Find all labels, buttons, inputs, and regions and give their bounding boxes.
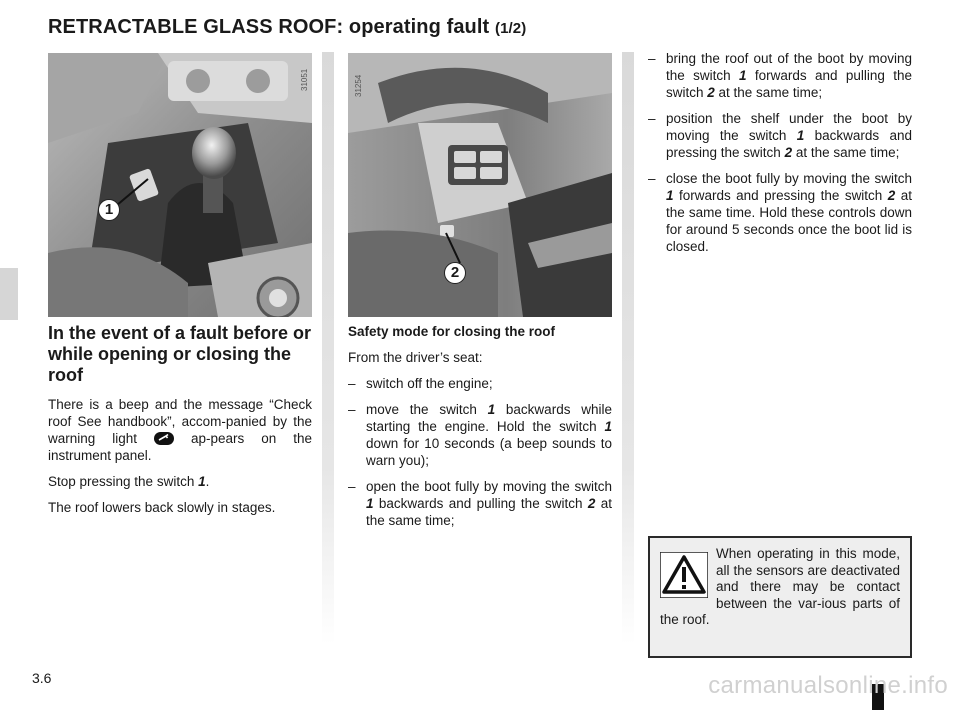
dash-marker: – <box>648 51 656 66</box>
instruction-text: backwards and pressing the switch <box>666 128 912 160</box>
image-reference: 31254 <box>354 74 363 97</box>
instruction-text: switch off the engine; <box>366 376 493 391</box>
column-separator <box>322 52 334 644</box>
callout-2: 2 <box>444 262 466 284</box>
instruction-text: close the boot fully by moving the switch <box>666 171 912 186</box>
switch-number: 1 <box>738 68 747 83</box>
section-heading: In the event of a fault before or while opening or closing the roof <box>48 323 312 385</box>
instruction-text: at the same time; <box>714 85 823 100</box>
instruction-item <box>648 110 912 161</box>
stop-pressing-paragraph <box>48 473 312 490</box>
paragraph-text: . <box>205 474 210 489</box>
instruction-item <box>348 375 612 392</box>
instruction-text: at the same time. Hold these controls down for around 5 seconds once the boot lid is closed. <box>666 188 912 254</box>
page-title-text: RETRACTABLE GLASS ROOF: operating fault <box>48 16 490 38</box>
paragraph-text: There is a beep and the message “Check roof See handbook”, accom-panied by the warning light <box>48 397 312 446</box>
switch-number: 2 <box>887 188 896 203</box>
instruction-text: backwards while starting the engine. Hold the switch <box>366 402 612 434</box>
switch-number: 2 <box>707 85 715 100</box>
intro-text: From the driver’s seat: <box>348 350 483 365</box>
instruction-text: at the same time; <box>792 145 900 160</box>
instruction-text: position the shelf under the boot by moving the switch <box>666 111 912 143</box>
dash-marker: – <box>348 402 356 417</box>
callout-1: 1 <box>98 199 120 221</box>
roof-lowers-paragraph: The roof lowers back slowly in stages. <box>48 500 276 515</box>
paragraph-text: Stop pressing the switch <box>48 474 199 489</box>
switch-number: 1 <box>604 419 612 434</box>
wrench-warning-light-icon <box>154 432 174 445</box>
instruction-text: open the boot fully by moving the switch <box>366 479 612 494</box>
watermark: carmanualsonline.info <box>708 672 948 699</box>
dash-marker: – <box>648 171 656 186</box>
instruction-item <box>348 401 612 469</box>
instruction-item <box>648 50 912 101</box>
instruction-text: forwards and pressing the switch <box>673 188 888 203</box>
instruction-text: forwards and pulling the switch <box>666 68 912 100</box>
switch-number: 1 <box>666 188 674 203</box>
instruction-text: down for 10 seconds (a beep sounds to warn you); <box>366 436 612 468</box>
console-switch-photo <box>48 53 312 317</box>
chapter-side-tab <box>0 268 18 320</box>
page-title-part: (1/2) <box>494 20 527 37</box>
safety-mode-heading: Safety mode for closing the roof <box>348 324 556 339</box>
instruction-item <box>348 478 612 529</box>
switch-number: 2 <box>784 145 793 160</box>
switch-number: 1 <box>198 474 206 489</box>
middle-column <box>348 323 612 538</box>
warning-box <box>648 536 912 658</box>
instruction-text: bring the roof out of the boot by moving the switch <box>666 51 912 83</box>
image-reference: 31051 <box>300 68 309 91</box>
instruction-text: backwards and pulling the switch <box>373 496 588 511</box>
fault-paragraph <box>48 396 312 464</box>
dash-marker: – <box>348 479 356 494</box>
switch-number: 2 <box>587 496 596 511</box>
instruction-text: at the same time; <box>366 496 612 528</box>
dash-marker: – <box>348 376 356 391</box>
door-switch-photo <box>348 53 612 317</box>
dash-marker: – <box>648 111 656 126</box>
switch-number: 1 <box>366 496 374 511</box>
paragraph-text: ap-pears on the instrument panel. <box>48 431 312 463</box>
left-column <box>48 323 312 525</box>
right-column <box>648 50 912 264</box>
page-title <box>48 16 526 39</box>
instruction-item <box>648 170 912 255</box>
switch-number: 1 <box>796 128 805 143</box>
page-number: 3.6 <box>32 670 52 686</box>
column-separator <box>622 52 634 644</box>
warning-text: When operating in this mode, all the sensors are deactivated and there may be contact between the var-ious parts of the roof. <box>660 546 900 627</box>
warning-triangle-icon <box>660 552 708 598</box>
switch-number: 1 <box>487 402 496 417</box>
instruction-text: move the switch <box>366 402 488 417</box>
